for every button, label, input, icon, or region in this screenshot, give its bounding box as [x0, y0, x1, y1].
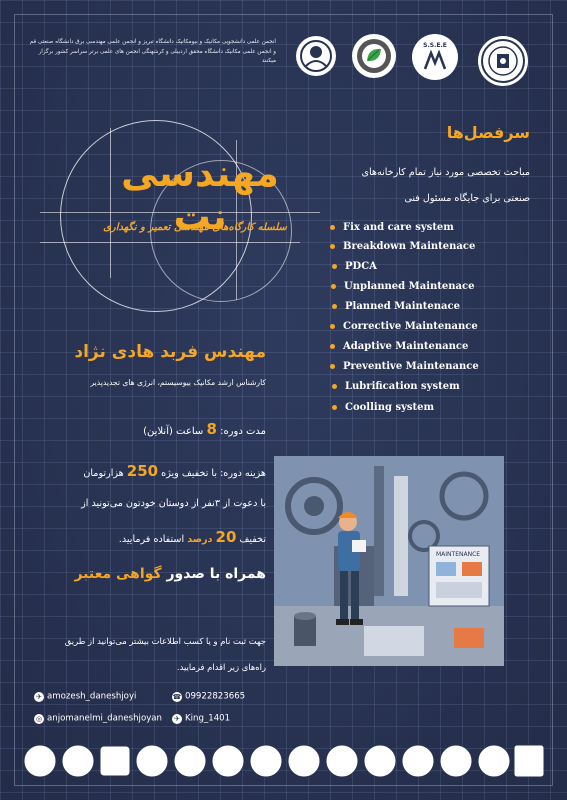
- green-gear-logo: [352, 34, 396, 78]
- footer-logo-14: [514, 745, 544, 777]
- course-duration: [60, 420, 266, 438]
- topic-item: [332, 381, 460, 392]
- chapters-intro-line1: مباحث تخصصی مورد نیاز تمام کارخانه‌های: [361, 167, 530, 178]
- footer-logo-9: [326, 745, 358, 777]
- contact-telegram-1[interactable]: [34, 686, 136, 705]
- discount-word: درصد: [187, 534, 213, 545]
- topic-item: [330, 361, 479, 372]
- bullet-icon: [332, 304, 337, 309]
- bullet-icon: [332, 264, 337, 269]
- topic-item: [332, 402, 434, 413]
- registration-line2: راه‌های زیر اقدام فرمایید.: [176, 662, 266, 672]
- invite-text: با دعوت از ۳نفر از دوستان خودتون می‌تونید از: [81, 498, 266, 509]
- topic-item: [330, 241, 475, 252]
- duration-suffix: ساعت (آنلاین): [143, 426, 204, 437]
- instagram-label: anjomanelmi_daneshjoyan: [47, 713, 162, 724]
- course-fee: [30, 462, 266, 480]
- footer-logo-6: [212, 745, 244, 777]
- footer-logo-8: [288, 745, 320, 777]
- telegram-icon: ✈: [34, 692, 44, 702]
- ssee-text: S.S.E.E: [423, 41, 447, 49]
- topic-label: Adaptive Maintenance: [343, 341, 469, 352]
- discount-prefix: تخفیف: [239, 534, 266, 545]
- topic-label: PDCA: [345, 261, 377, 272]
- bullet-icon: [331, 284, 336, 289]
- contact-telegram-2[interactable]: [172, 708, 230, 727]
- topic-label: Fix and care system: [343, 222, 454, 233]
- organizers-text: انجمن علمی دانشجویی مکانیک و بیومکانیک دانشگاه تبریز و انجمن علمی مهندسی برق دانشگاه صنعتی قم و انجمن علمی مکانیک دانشگاه محقق اردبیلی و کرشهنگی انجمن های علمی برتر سراسر کشور برگزار میکنند: [29, 39, 276, 65]
- instructor-role: کارشناس ارشد مکانیک بیوسیستم، انرژی های تجدیدپذیر: [90, 378, 266, 387]
- footer-logo-12: [440, 745, 472, 777]
- topic-label: Preventive Maintenance: [343, 361, 479, 372]
- bullet-icon: [330, 324, 335, 329]
- footer-logo-4: [136, 745, 168, 777]
- footer-logo-5: [174, 745, 206, 777]
- telegram-icon: ✈: [172, 714, 182, 724]
- telegram-2-label: King_1401: [185, 713, 231, 724]
- phone-label: 09922823665: [185, 691, 246, 702]
- course-subtitle: سلسله کارگاه‌های مهندسی تعمیر و نگهداری: [103, 222, 287, 233]
- topic-label: Corrective Maintenance: [343, 321, 478, 332]
- footer-logo-10: [364, 745, 396, 777]
- decor-line: [40, 242, 300, 243]
- certificate-highlight: گواهی معتبر: [74, 566, 162, 582]
- registration-line1: جهت ثبت نام و یا کسب اطلاعات بیشتر می‌توانید از طریق: [64, 636, 266, 646]
- topic-item: [332, 261, 377, 272]
- ssee-logo: [412, 34, 458, 80]
- bullet-icon: [330, 364, 335, 369]
- topic-label: Coolling system: [345, 402, 435, 413]
- maintenance-sign-text: MAINTENANCE: [436, 551, 481, 558]
- certificate-prefix: همراه با صدور: [166, 566, 266, 582]
- topic-item: [330, 321, 478, 332]
- bullet-icon: [330, 244, 335, 249]
- topic-label: Unplanned Maintenace: [344, 281, 475, 292]
- university-seal: [478, 36, 528, 86]
- topic-item: [331, 281, 474, 292]
- duration-hours: 8: [206, 420, 217, 438]
- discount-amount: 20: [215, 528, 237, 546]
- instructor-name: مهندس فربد هادی نژاد: [74, 342, 266, 362]
- chapters-intro-line2: صنعتی برای جایگاه مسئول فنی: [404, 193, 530, 204]
- emblem-logo: [296, 36, 336, 76]
- footer-logo-7: [250, 745, 282, 777]
- bullet-icon: [330, 225, 335, 230]
- duration-prefix: مدت دوره:: [220, 426, 266, 437]
- topic-item: [332, 301, 460, 312]
- fee-amount: 250: [126, 462, 159, 480]
- topic-item: [330, 222, 454, 233]
- contact-phone[interactable]: [172, 686, 245, 705]
- contact-instagram[interactable]: [34, 708, 162, 727]
- footer-logo-2: [62, 745, 94, 777]
- fee-suffix: هزارتومان: [83, 468, 124, 479]
- topic-label: Planned Maintenace: [345, 301, 460, 312]
- discount-text: [30, 528, 266, 546]
- footer-logo-13: [478, 745, 510, 777]
- topic-label: Lubrification system: [345, 381, 460, 392]
- chapters-heading: سرفصل‌ها: [446, 123, 530, 142]
- certificate-line: [30, 566, 266, 582]
- instagram-icon: ◎: [35, 714, 43, 723]
- discount-suffix: استفاده فرمایید.: [118, 534, 185, 545]
- footer-logo-11: [402, 745, 434, 777]
- bullet-icon: [332, 405, 337, 410]
- chapters-intro: [300, 160, 530, 212]
- footer-logo-3: [100, 746, 130, 776]
- phone-icon: ☎: [172, 692, 182, 701]
- topic-label: Breakdown Maintenace: [343, 241, 476, 252]
- registration-info: [30, 628, 266, 680]
- footer-logo-strip: [20, 738, 547, 784]
- fee-prefix: هزینه دوره: با تخفیف ویژه: [161, 468, 266, 479]
- maintenance-illustration: [274, 456, 504, 666]
- footer-logo-1: [24, 745, 56, 777]
- telegram-1-label: amozesh_daneshjoyi: [47, 691, 137, 702]
- course-title: مهندسی نت: [121, 152, 279, 238]
- topic-item: [330, 341, 468, 352]
- bullet-icon: [332, 384, 337, 389]
- bullet-icon: [330, 344, 335, 349]
